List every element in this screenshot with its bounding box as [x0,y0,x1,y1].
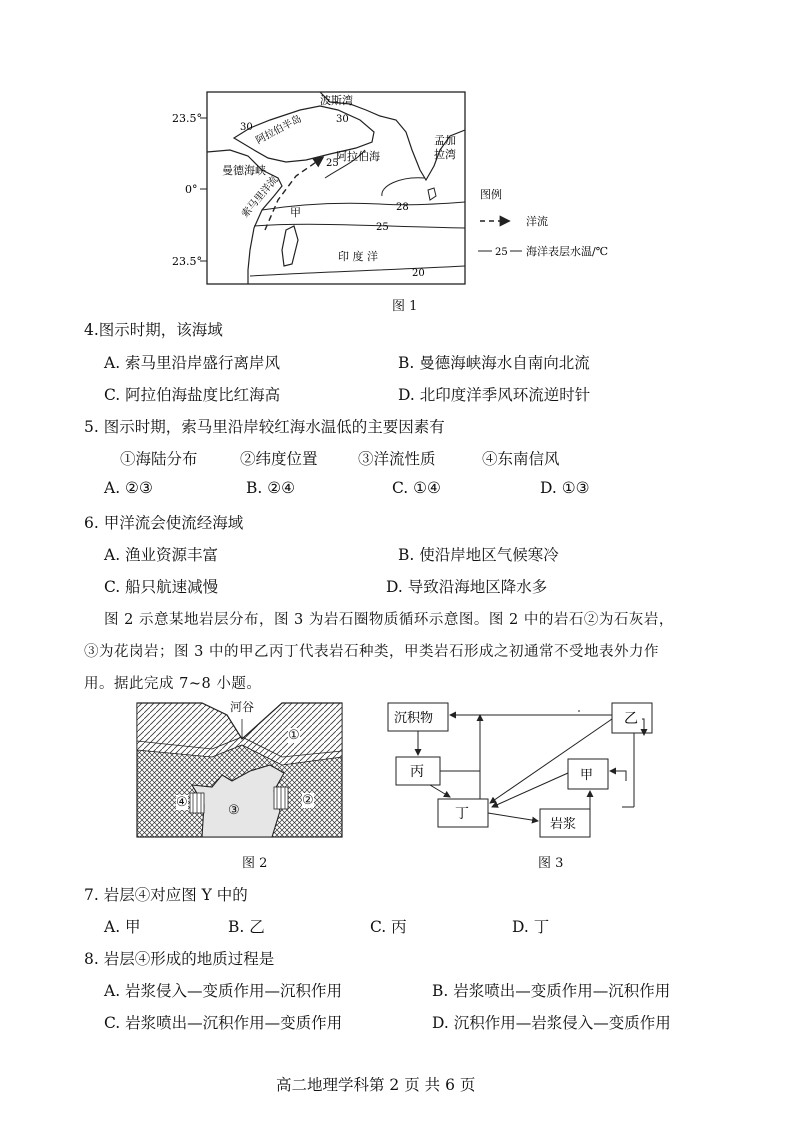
iso-label-28: 28 [396,202,409,213]
label-bing: 丙 [410,764,424,780]
iso-label-25b: 25 [376,222,389,233]
layer-4-contact [190,793,204,813]
q5-option-a[interactable]: A. ②③ [104,479,153,497]
q5-factor-2: ②纬度位置 [240,450,318,468]
q4-option-b[interactable]: B. 曼德海峡海水自南向北流 [398,354,590,372]
label-jia: 甲 [290,206,301,219]
figure-1-map [150,80,650,310]
q5-option-d[interactable]: D. ①③ [540,479,590,497]
figure-2-caption: 图 2 [242,856,268,871]
page-footer: 高二地理学科第 2 页 共 6 页 [276,1076,476,1094]
lat-equator: 0° [185,183,198,196]
q4-option-a[interactable]: A. 索马里沿岸盛行离岸风 [104,354,281,372]
figure-1-caption: 图 1 [392,299,418,314]
legend-current: 洋流 [526,215,548,228]
q4-option-d[interactable]: D. 北印度洋季风环流逆时针 [398,386,591,404]
q8-stem: 8. 岩层④形成的地质过程是 [84,950,275,968]
q8-option-c[interactable]: C. 岩浆喷出—沉积作用—变质作用 [104,1014,343,1032]
q6-stem: 6. 甲洋流会使流经海域 [84,514,244,532]
label-persian-gulf: 波斯湾 [320,94,353,107]
q5-stem: 5. 图示时期，索马里沿岸较红海水温低的主要因素有 [84,418,445,436]
label-arabian-peninsula: 阿拉伯半岛 [254,113,304,147]
q6-option-a[interactable]: A. 渔业资源丰富 [104,546,219,564]
label-yi: 乙 [624,711,638,727]
q8-option-a[interactable]: A. 岩浆侵入—变质作用—沉积作用 [104,982,343,1000]
figure-2-label-3: ③ [228,803,240,818]
q5-factor-3: ③洋流性质 [358,450,436,468]
q5-factor-1: ①海陆分布 [120,450,198,468]
label-arabian-sea: 阿拉伯海 [336,150,380,163]
q8-option-d[interactable]: D. 沉积作用—岩浆侵入—变质作用 [432,1014,671,1032]
label-indian-ocean: 印 度 洋 [338,250,378,263]
q4-stem: 4.图示时期，该海域 [84,321,223,339]
figure-3-diagram [380,695,660,845]
q8-option-b[interactable]: B. 岩浆喷出—变质作用—沉积作用 [432,982,671,1000]
legend-title: 图例 [480,188,502,201]
intro-line-1: 图 2 示意某地岩层分布，图 3 为岩石圈物质循环示意图。图 2 中的岩石②为石灰岩， [104,612,674,628]
q7-stem: 7. 岩层④对应图 Y 中的 [84,886,248,904]
q5-option-b[interactable]: B. ②④ [246,479,296,497]
intro-line-2: ③为花岗岩；图 3 中的甲乙丙丁代表岩石种类，甲类岩石形成之初通常不受地表外力作 [84,644,659,660]
q7-option-d[interactable]: D. 丁 [512,918,550,936]
figure-1 [150,80,650,310]
label-mandeb: 曼德海峡 [222,164,266,177]
q5-factor-4: ④东南信风 [482,450,560,468]
q6-option-b[interactable]: B. 使沿岸地区气候寒冷 [398,546,559,564]
iso-label-30a: 30 [240,122,253,133]
label-magma: 岩浆 [550,817,577,832]
q7-option-c[interactable]: C. 丙 [370,918,407,936]
legend-iso-value: 25 [495,247,508,258]
figure-2-section [132,695,352,845]
q4-option-c[interactable]: C. 阿拉伯海盐度比红海高 [104,386,281,404]
figure-3-caption: 图 3 [538,856,564,871]
legend-isotherm: 海洋表层水温/℃ [526,245,609,258]
figure-2-label-1: ① [288,728,300,743]
q7-option-a[interactable]: A. 甲 [104,918,141,936]
figure-2-valley-label: 河谷 [230,700,255,714]
label-somali-current: 索马里洋流 [239,174,281,220]
label-bay-of-bengal-1: 孟加 [434,134,456,147]
figure-2-label-2: ② [302,793,314,808]
iso-label-20: 20 [412,268,425,279]
q6-option-d[interactable]: D. 导致沿海地区降水多 [386,578,548,596]
figure-2 [132,695,352,845]
q7-option-b[interactable]: B. 乙 [228,918,265,936]
label-sediment: 沉积物 [394,711,434,726]
q5-option-c[interactable]: C. ①④ [392,479,441,497]
figure-2-label-4: ④ [176,795,188,810]
figure-3 [380,695,660,845]
lat-south: 23.5° [172,255,202,268]
intro-line-3: 用。据此完成 7~8 小题。 [84,676,262,692]
label-jia: 甲 [580,768,594,783]
iso-label-25a: 25 [326,158,339,169]
q6-option-c[interactable]: C. 船只航速减慢 [104,578,219,596]
label-bay-of-bengal-2: 拉湾 [434,148,456,161]
iso-label-30b: 30 [336,114,349,125]
lat-north: 23.5° [172,112,202,125]
label-ding: 丁 [455,806,469,822]
